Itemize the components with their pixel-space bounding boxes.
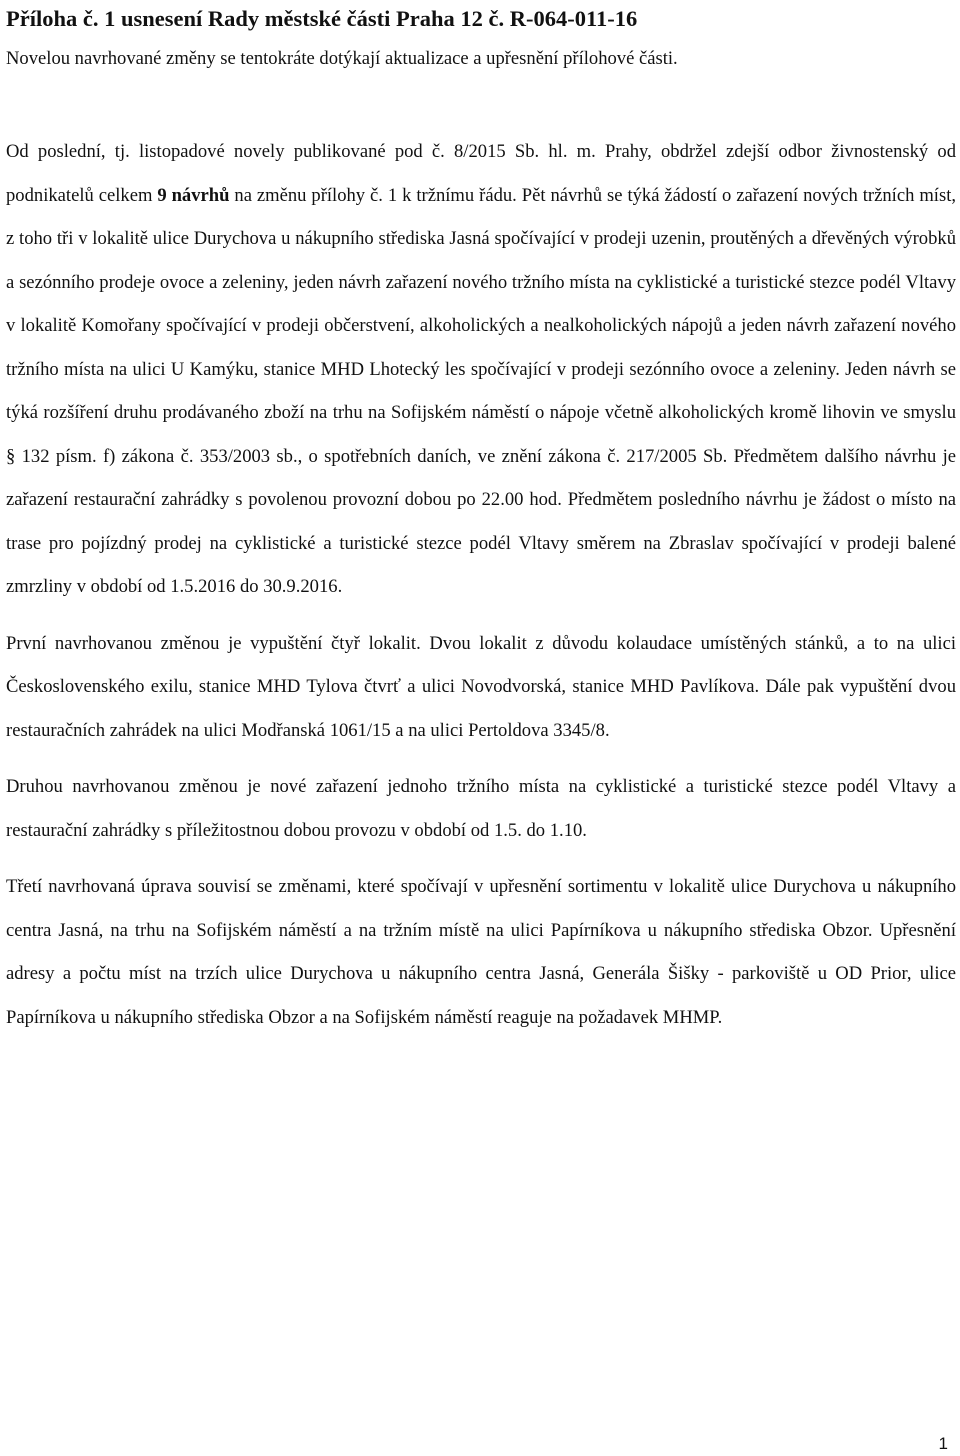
paragraph-second-change: Druhou navrhovanou změnou je nové zařazení jednoho tržního místa na cyklistické a turistické stezce podél Vltavy a restaurační zahrádky s příležitostnou dobou provozu v období od 1.5. do 1.10. <box>6 776 956 841</box>
paragraph-proposals <box>6 130 956 609</box>
paragraph-proposals-start: Od poslední, tj. listopadové novely publikované pod č. 8/2015 Sb. hl. m. Prahy, obdržel zdejší odbor živnostenský od podnikatelů celkem <box>6 141 956 206</box>
paragraph-proposals-rest: na změnu přílohy č. 1 k tržnímu řádu. Pět návrhů se týká žádostí o zařazení nových tržních míst, z toho tři v lokalitě ulice Durychova u nákupního střediska Jasná spočívající v prodeji uzenin, proutěných a dřevěných výrobků a sezónního prodeje ovoce a zeleniny, jeden návrh zařazení nového tržního místa na cyklistické a turistické stezce podél Vltavy v lokalitě Komořany spočívající v prodeji občerstvení, alkoholických a nealkoholických nápojů a jeden návrh zařazení nového tržního místa na ulici U Kamýku, stanice MHD Lhotecký les spočívající v prodeji sezónního ovoce a zeleniny. Jeden návrh se týká rozšíření druhu prodávaného zboží na trhu na Sofijském náměstí o nápoje včetně alkoholických kromě lihovin ve smyslu § 132 písm. f) zákona č. 353/2003 sb., o spotřebních daních, ve znění zákona č. 217/2005 Sb. Předmětem dalšího návrhu je zařazení restaurační zahrádky s povolenou provozní dobou po 22.00 hod. Předmětem posledního návrhu je žádost o místo na trase pro pojízdný prodej na cyklistické a turistické stezce podél Vltavy směrem na Zbraslav spočívající v prodeji balené zmrzliny v období od 1.5.2016 do 30.9.2016. <box>6 184 957 597</box>
page-number: 1 <box>938 1434 948 1453</box>
paragraph-third-change: Třetí navrhovaná úprava souvisí se změnami, které spočívají v upřesnění sortimentu v lokalitě ulice Durychova u nákupního centra Jasná, na trhu na Sofijském náměstí a na tržním místě na ulici Papírníkova u nákupního střediska Obzor. Upřesnění adresy a počtu míst na trzích ulice Durychova u nákupního centra Jasná, Generála Šišky - parkoviště u OD Prior, ulice Papírníkova u nákupního střediska Obzor a na Sofijském náměstí reaguje na požadavek MHMP. <box>6 876 956 1028</box>
intro-paragraph: Novelou navrhované změny se tentokráte dotýkají aktualizace a upřesnění přílohové části. <box>6 48 678 69</box>
document-title: Příloha č. 1 usnesení Rady městské části Praha 12 č. R-064-011-16 <box>6 6 638 31</box>
paragraph-first-change: První navrhovanou změnou je vypuštění čtyř lokalit. Dvou lokalit z důvodu kolaudace umístěných stánků, a to na ulici Československého exilu, stanice MHD Tylova čtvrť a ulici Novodvorská, stanice MHD Pavlíkova. Dále pak vypuštění dvou restauračních zahrádek na ulici Modřanská 1061/15 a na ulici Pertoldova 3345/8. <box>6 632 956 741</box>
document-body <box>6 130 956 1052</box>
proposal-count: 9 návrhů <box>157 184 230 206</box>
document-header <box>6 0 956 74</box>
